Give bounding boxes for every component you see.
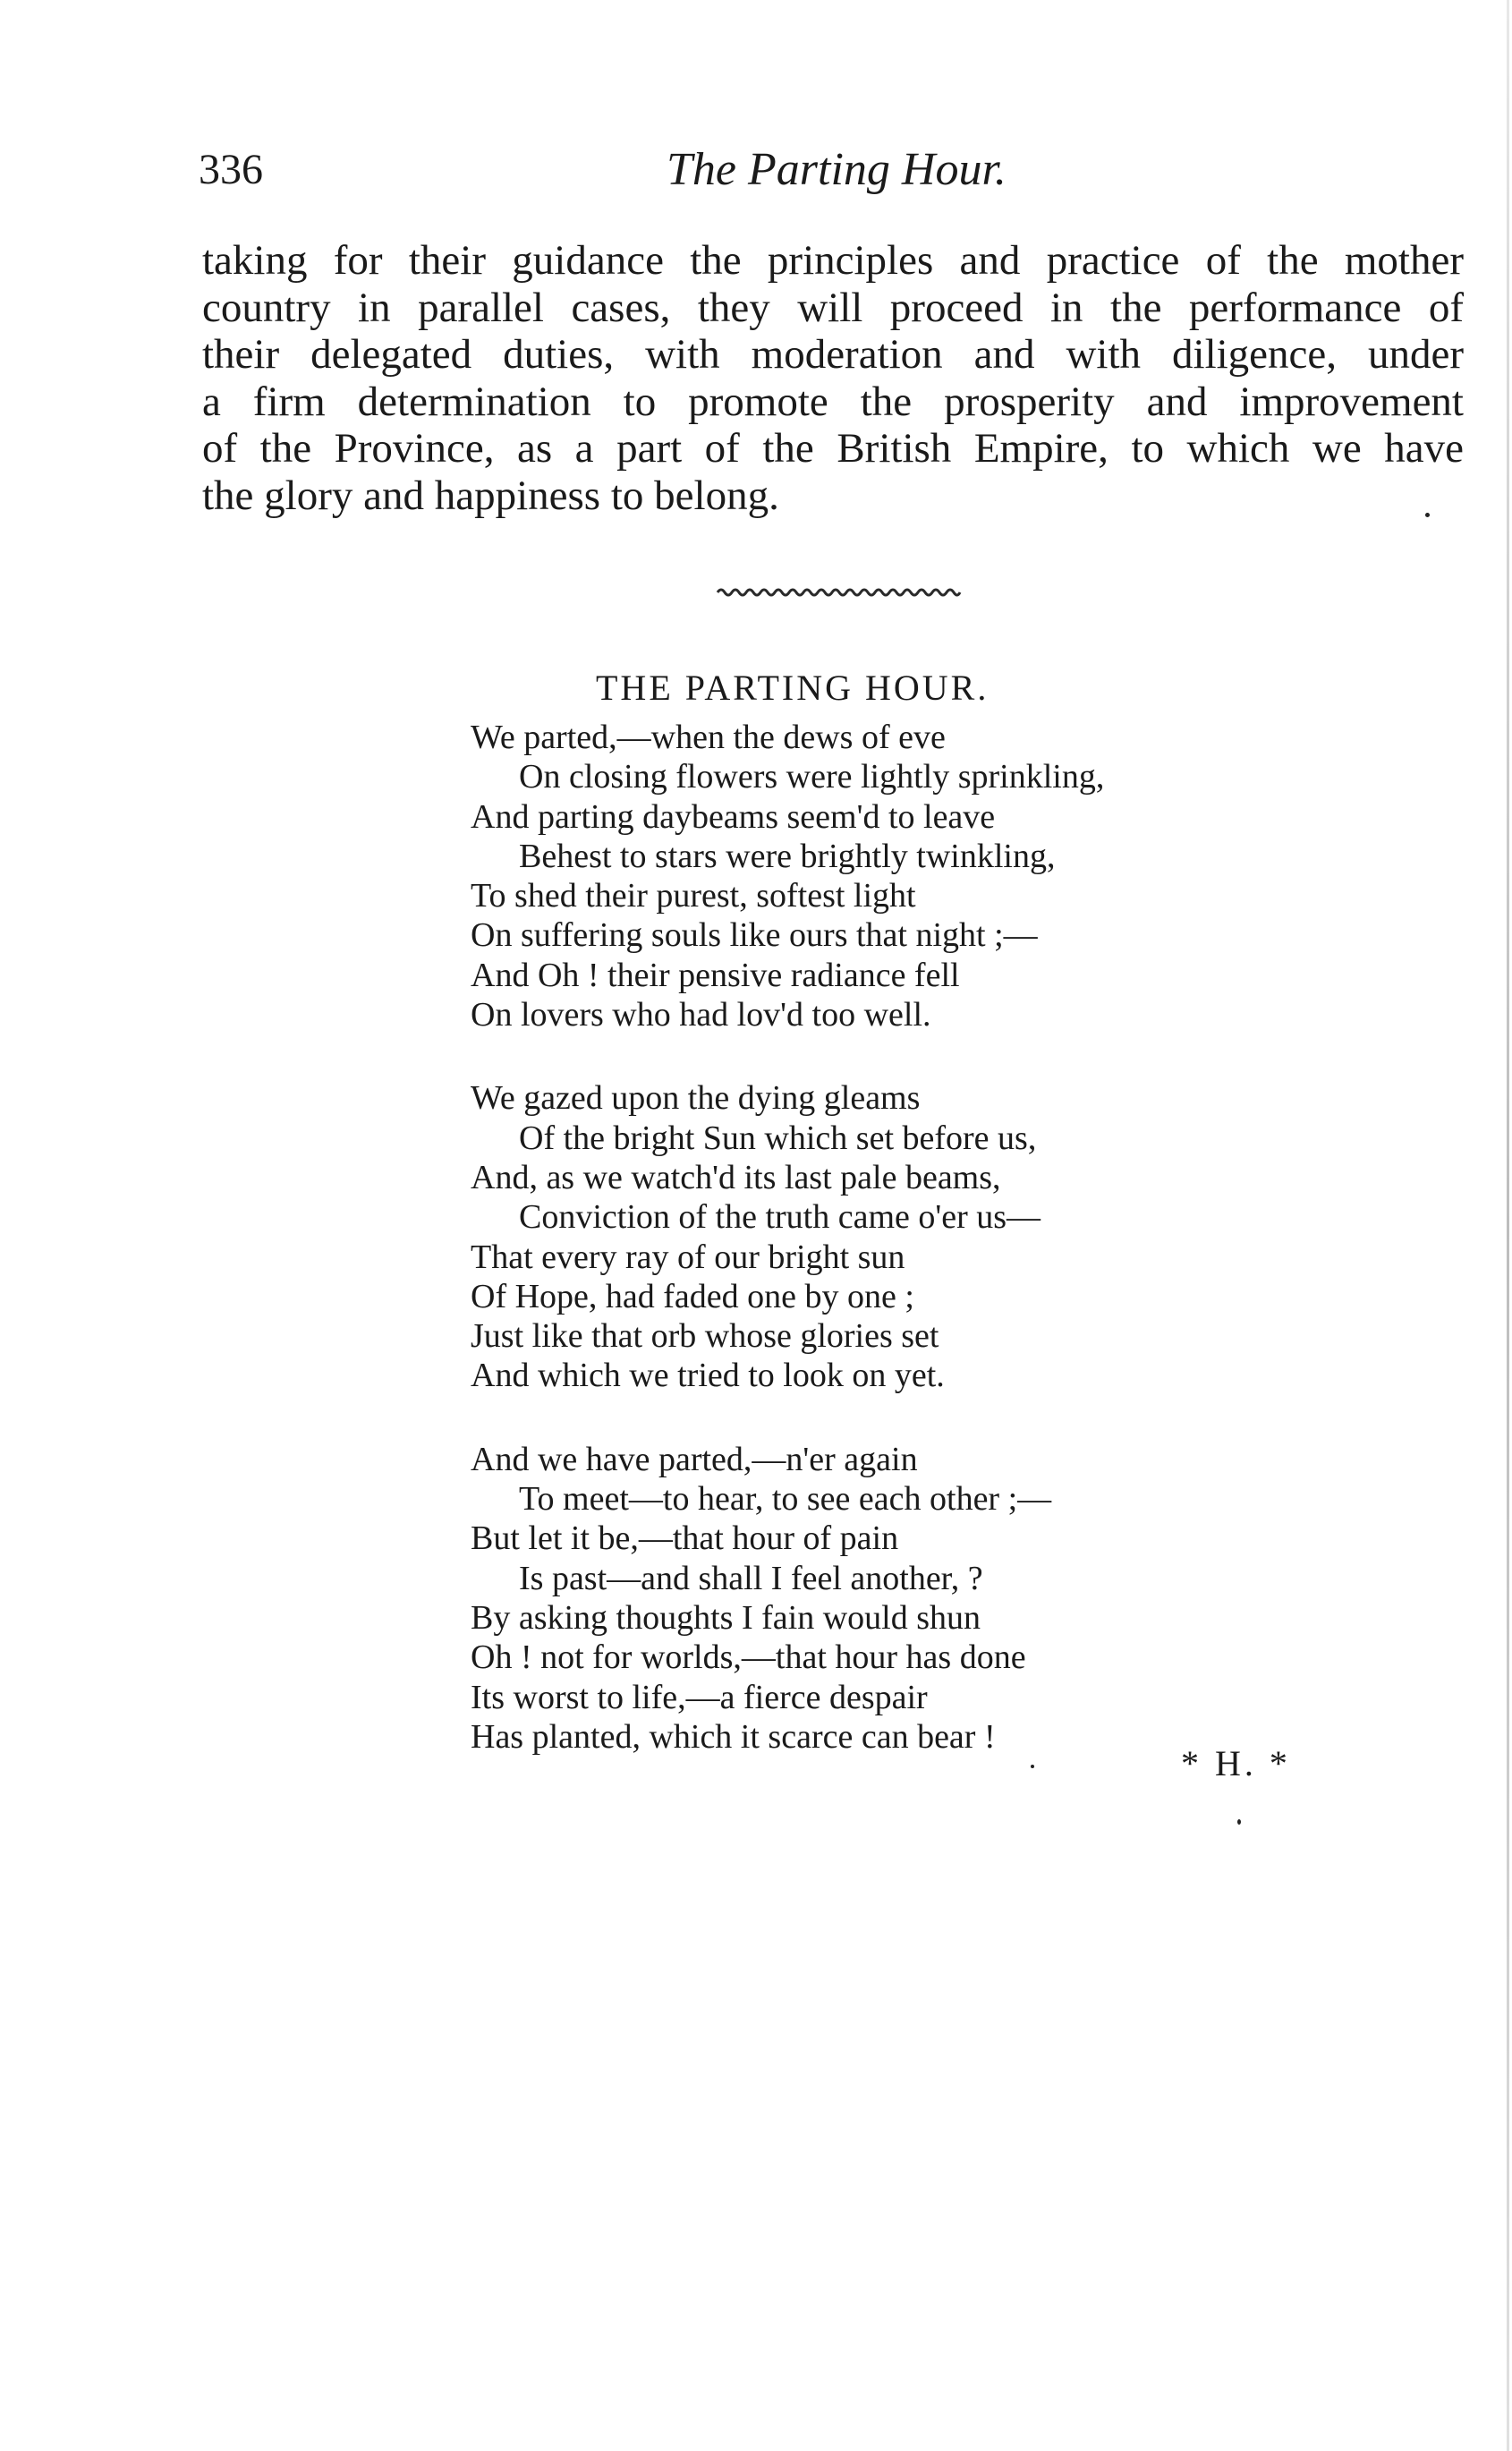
verse-line: Conviction of the truth came o'er us— — [519, 1198, 1041, 1237]
prose-line: of the Province, as a part of the British Empire, to which we have — [202, 425, 1464, 472]
verse-line: By asking thoughts I fain would shun — [471, 1598, 981, 1637]
stray-mark — [1237, 1819, 1241, 1825]
stanza-2 — [471, 1078, 1455, 1395]
verse-line: To shed their purest, softest light — [471, 877, 916, 915]
verse-line: That every ray of our bright sun — [471, 1238, 905, 1276]
poem-signature: * H. * — [1181, 1743, 1291, 1783]
verse-line: Behest to stars were brightly twinkling, — [519, 837, 1056, 875]
verse-line: On lovers who had lov'd too well. — [471, 996, 931, 1034]
stray-mark — [1031, 1765, 1034, 1768]
prose-paragraph — [202, 237, 1464, 519]
prose-line: country in parallel cases, they will proceed in the performance of — [202, 284, 1464, 331]
verse-line: Of the bright Sun which set before us, — [519, 1119, 1037, 1157]
verse-line: On suffering souls like ours that night ;— — [471, 916, 1038, 955]
stanza-3 — [471, 1440, 1455, 1757]
verse-line: Has planted, which it scarce can bear ! — [471, 1717, 996, 1756]
page-edge-shadow — [1507, 0, 1509, 2451]
stanza-1 — [471, 718, 1455, 1034]
running-header — [199, 143, 1469, 206]
verse-line: Just like that orb whose glories set — [471, 1317, 939, 1356]
verse-line: On closing flowers were lightly sprinkling, — [519, 758, 1105, 796]
wavy-rule-ornament — [716, 586, 962, 599]
poem-title: THE PARTING HOUR. — [596, 668, 990, 708]
verse-line: And we have parted,—n'er again — [471, 1440, 918, 1478]
prose-line: a firm determination to promote the prosperity and improvement — [202, 378, 1464, 425]
verse-line: Is past—and shall I feel another, ? — [519, 1559, 983, 1597]
prose-line: taking for their guidance the principles and practice of the mother — [202, 237, 1464, 284]
verse-line: We parted,—when the dews of eve — [471, 719, 946, 756]
verse-line: Of Hope, had faded one by one ; — [471, 1277, 914, 1315]
verse-line: And parting daybeams seem'd to leave — [471, 797, 996, 836]
verse-line: Its worst to life,—a fierce despair — [471, 1678, 928, 1716]
verse-line: Oh ! not for worlds,—that hour has done — [471, 1638, 1026, 1677]
stray-mark — [1425, 513, 1430, 517]
verse-line: But let it be,—that hour of pain — [471, 1519, 899, 1558]
verse-line: We gazed upon the dying gleams — [471, 1079, 921, 1118]
verse-line: And Oh ! their pensive radiance fell — [471, 956, 960, 994]
poem-body — [471, 718, 1455, 1800]
verse-line: And, as we watch'd its last pale beams, — [471, 1158, 1001, 1196]
prose-line: the glory and happiness to belong. — [202, 472, 779, 519]
verse-line: And which we tried to look on yet. — [471, 1357, 945, 1395]
prose-line: their delegated duties, with moderation and with diligence, under — [202, 331, 1464, 378]
verse-line: To meet—to hear, to see each other ;— — [519, 1480, 1052, 1519]
running-title: The Parting Hour. — [667, 144, 1007, 195]
page-number: 336 — [199, 146, 263, 193]
